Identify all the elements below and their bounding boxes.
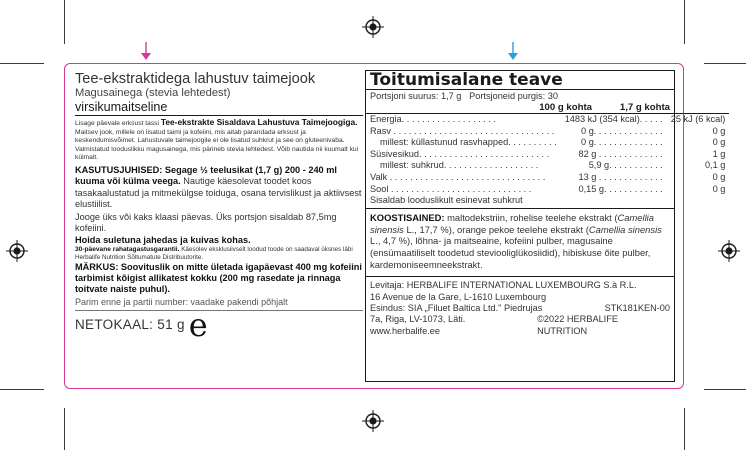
- estimated-sign: e: [188, 305, 208, 344]
- nutrient-value-portion: 1 g: [712, 148, 726, 159]
- copyright: ©2022 HERBALIFE NUTRITION: [537, 314, 618, 336]
- cyan-arrow-icon: [507, 40, 519, 62]
- net-weight-row: [75, 305, 363, 344]
- intro-rest: Maitsev jook, millele on lisatud taimi ja kofeiini, mis aitab parandada erksust ja keskendumisvõimet. Lahustuvale taimejoogile ei ole lisatud suhkrut ja see on gluteenivaba. Valmistatud looduslikku magusainega, mis pärineb stevia lehtedest. Võib nautida nii kuumalt kui külmalt.: [75, 128, 359, 162]
- col-portion: 1,7 g kohta: [619, 102, 670, 113]
- ingredients-latin-1: Camellia sinensis: [370, 212, 654, 235]
- guarantee-text: [75, 246, 363, 262]
- product-label: [64, 63, 726, 389]
- nutrition-column-headers: [366, 102, 674, 113]
- registration-mark-bottom-icon: [362, 410, 384, 432]
- intro-prefix: Lisage päevale erksust tassi: [75, 120, 161, 127]
- usage-bold: KASUTUSJUHISED: Segage ½ teelusikat (1,7 g) 200 - 240 ml kuuma või külma veega.: [75, 164, 337, 187]
- nutrition-row: [366, 160, 729, 172]
- nutrient-value-100g: 0 g. . . . . . . . . . . . . .: [581, 137, 663, 148]
- nutrient-name: Energia. . . . . . . . . . . . . . . . . . .: [366, 114, 561, 126]
- crop-mark-bottom-left-v: [64, 408, 65, 450]
- nutrition-panel: [365, 70, 726, 382]
- label-left-column: [75, 72, 363, 382]
- registration-mark-right-icon: [718, 240, 740, 262]
- product-subtitle: Magusainega (stevia lehtedest): [75, 87, 231, 99]
- ingredients-part-3: L., 4,7 %), lõhna- ja maitseaine, kofeiini pulber, magusaine (ensümaatiliselt toodetud steviooliglükosiidid), hibiskuse õite pulber, kardemoniseemneekstrakt.: [370, 235, 651, 270]
- registration-mark-left-icon: [6, 240, 28, 262]
- product-title: Tee-ekstraktidega lahustuv taimejook: [75, 71, 316, 87]
- product-flavour: virsikumaitseline: [75, 100, 363, 116]
- nutrition-row: [366, 149, 729, 161]
- ingredients-latin-2: Camellia sinensis: [588, 223, 662, 235]
- nutrient-value-100g: 1483 kJ (354 kcal). . . . .: [561, 114, 667, 126]
- portions-text: Jooge üks või kaks klaasi päevas. Üks portsjon sisaldab 87,5mg kofeiini.: [75, 212, 337, 234]
- crop-mark-top-left-v: [64, 0, 65, 44]
- nutrient-value-portion: 0 g: [712, 125, 726, 136]
- nutrient-value-100g: 0 g. . . . . . . . . . . . . .: [581, 125, 663, 136]
- nutrient-value-portion: 25 kJ (6 kcal): [667, 114, 730, 126]
- nutrition-heading: Toitumisalane teave: [366, 71, 674, 90]
- caffeine-warning: [75, 262, 363, 296]
- nutrient-name: Valk . . . . . . . . . . . . . . . . . . . . . . . . . . . . . . .: [370, 171, 546, 182]
- crop-mark-bottom-right-v: [684, 408, 685, 450]
- magenta-arrow-icon: [140, 40, 152, 62]
- nutrition-row: [366, 114, 729, 126]
- crop-mark-top-left-h: [0, 63, 44, 64]
- crop-mark-bottom-left-h: [0, 389, 44, 390]
- usage-instructions: [75, 165, 363, 210]
- ingredients: [366, 209, 674, 277]
- product-intro: [75, 118, 363, 163]
- representative-row: [370, 303, 670, 314]
- ingredients-label: KOOSTISAINED:: [370, 212, 445, 224]
- ingredients-part-1: maltodekstriin, rohelise teelehe ekstrakt (: [444, 212, 618, 224]
- crop-mark-top-right-v: [684, 0, 685, 44]
- registration-mark-top-icon: [362, 16, 384, 38]
- ingredients-part-2: L., 17,7 %), orange pekoe teelehe ekstrakt (: [403, 223, 589, 235]
- nutrition-footnote: Sisaldab looduslikult esinevat suhkrut: [366, 195, 674, 209]
- net-weight: NETOKAAL: 51 g: [75, 317, 185, 333]
- distributor-address: 16 Avenue de la Gare, L-1610 Luxembourg: [370, 291, 547, 302]
- nutrition-row: [366, 184, 729, 196]
- portion-size: Portsjoni suurus: 1,7 g: [370, 91, 462, 101]
- nutrient-name: Rasv . . . . . . . . . . . . . . . . . . . . . . . . . . . . . . . .: [370, 125, 555, 136]
- col-100g: 100 g kohta: [539, 102, 592, 113]
- nutrient-value-portion: 0 g: [712, 137, 726, 148]
- nutrient-value-portion: 0,1 g: [704, 160, 726, 171]
- nutrient-value-portion: 0 g: [712, 171, 726, 182]
- nutrient-name: millest: suhkrud. . . . . . . . . . . . . . . . . . .: [380, 160, 539, 171]
- nutrition-table: [366, 113, 729, 195]
- nutrient-value-100g: 82 g . . . . . . . . . . . . .: [578, 148, 663, 159]
- representative-address-row: [370, 314, 670, 337]
- portion-info: [366, 90, 674, 102]
- crop-mark-top-right-h: [704, 63, 746, 64]
- nutrient-name: millest: küllastunud rasvhapped. . . . . . . . . .: [380, 137, 557, 148]
- crop-mark-bottom-right-h: [704, 389, 746, 390]
- best-before-text: Parim enne ja partii number: vaadake pakendi põhjalt: [75, 296, 288, 307]
- distributor-line: Levitaja: HERBALIFE INTERNATIONAL LUXEMBOURG S.à R.L.: [370, 280, 637, 291]
- nutrient-value-100g: 13 g . . . . . . . . . . . . .: [578, 171, 663, 182]
- representative-address: 7a, Riga, LV-1073, Läti. www.herbalife.ee: [370, 314, 466, 336]
- nutrition-row: [366, 172, 729, 184]
- portions-per-pack: Portsjoneid purgis: 30: [469, 91, 558, 101]
- nutrient-name: Sool . . . . . . . . . . . . . . . . . . . . . . . . . . . .: [370, 183, 532, 194]
- intro-bold: Tee-ekstrakte Sisaldava Lahustuva Taimejoogiga.: [160, 117, 358, 127]
- nutrient-value-100g: 5,9 g. . . . . . . . . . .: [588, 160, 663, 171]
- nutrition-row: [366, 126, 729, 138]
- guarantee-rest: Käesolev eksklusiivselt loodud toode on saadaval üksnes läbi Herbalife Nutrition Sõltumatute Distribuutorite.: [75, 246, 353, 261]
- nutrient-value-portion: 0 g: [712, 183, 726, 194]
- nutrition-row: [366, 137, 729, 149]
- warning-bold: MÄRKUS: Soovituslik on mitte ületada igapäevast 400 mg kofeiini tarbimist kõigist allikatest kokku (200 mg rasedate ja rinnaga toitvate naiste puhul).: [75, 261, 362, 295]
- nutrient-name: Süsivesikud. . . . . . . . . . . . . . . . . . . . . . . . . .: [370, 148, 550, 159]
- guarantee-bold: 30-päevane rahatagastusgarantii.: [75, 246, 180, 254]
- storage-bold: Hoida suletuna jahedas ja kuivas kohas.: [75, 234, 251, 245]
- manufacturer-info: [366, 277, 674, 340]
- product-code: STK181KEN-00: [604, 302, 670, 313]
- usage-rest: Nautige käesolevat toodet koos tasakaalustatud ja mitmekülgse toiduga, osana tervislikust ja aktiivsest elustiilist.: [75, 176, 362, 209]
- nutrient-value-100g: 0,15 g. . . . . . . . . . . .: [578, 183, 663, 194]
- storage-text: [75, 235, 363, 246]
- representative-line: Esindus: SIA „Filuet Baltica Ltd." Piedrujas: [370, 302, 543, 313]
